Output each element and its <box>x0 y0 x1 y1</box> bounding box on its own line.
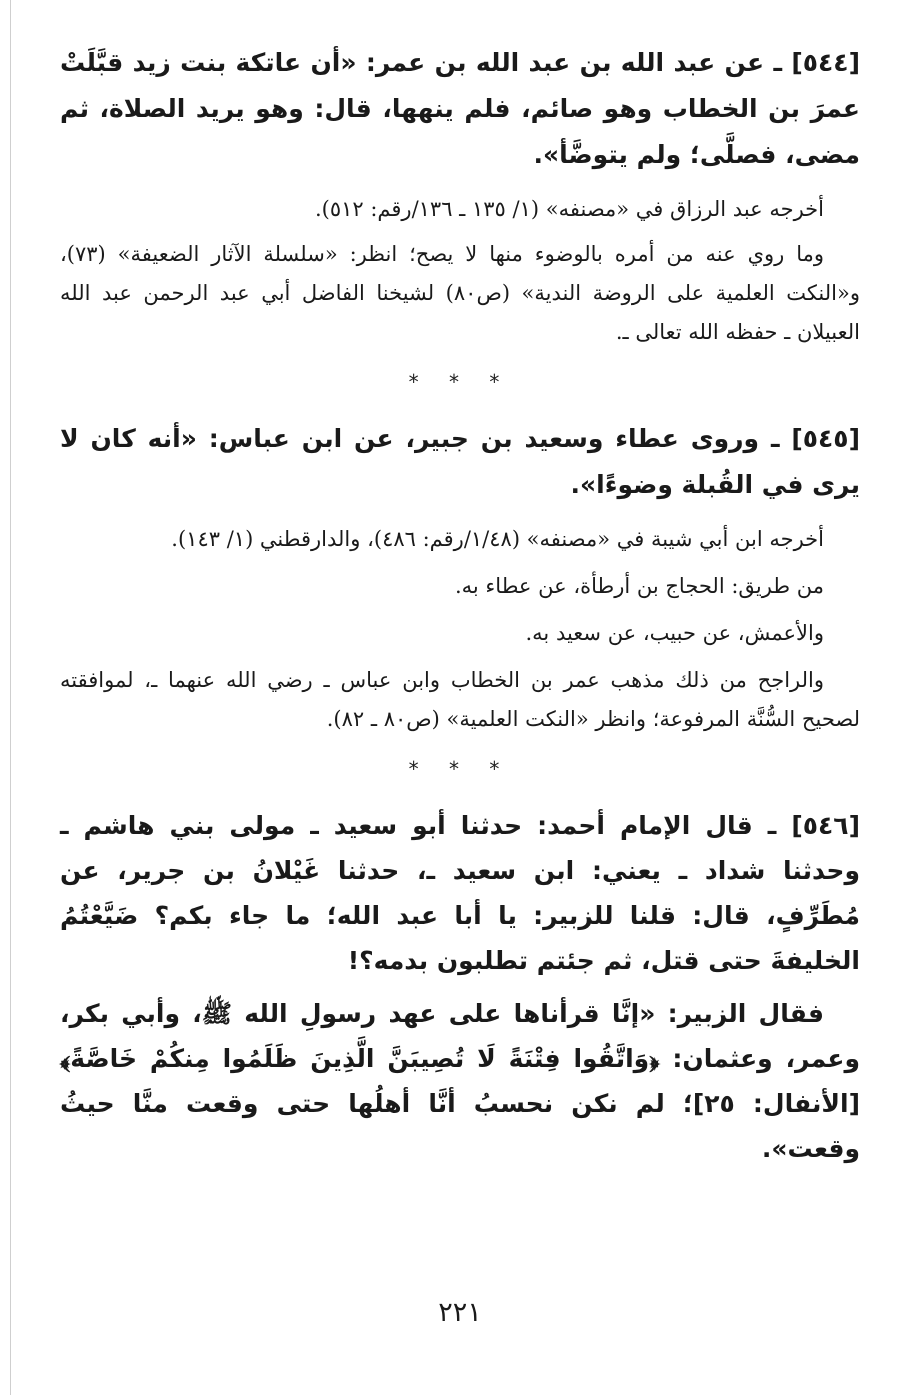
hadith-546: [٥٤٦] ـ قال الإمام أحمد: حدثنا أبو سعيد ـ مولى بني هاشم ـ وحدثنا شداد ـ يعني: ابن سعيد ـ، حدثنا غَيْلانُ بن جرير، عن مُطَرِّفٍ، قال: قلنا للزبير: يا أبا عبد الله؛ ما جاء بكم؟ ضَيَّعْتُمُ الخليفةَ حتى قتل، ثم جئتم تطلبون بدمه؟! <box>60 811 860 975</box>
hadith-545-route-2: والأعمش، عن حبيب، عن سعيد به. <box>525 621 824 645</box>
hadith-544: [٥٤٤] ـ عن عبد الله بن عبد الله بن عمر: «أن عاتكة بنت زيد قبَّلَتْ عمرَ بن الخطاب وهو صائم، فلم ينهها، قال: وهو يريد الصلاة، ثم مضى، فصلَّى؛ ولم يتوضَّأ». <box>60 48 860 169</box>
hadith-546-answer: فقال الزبير: «إنَّا قرأناها على عهد رسولِ الله ﷺ، وأبي بكر، وعمر، وعثمان: ﴿وَاتَّقُوا فِتْنَةً لَا تُصِيبَنَّ الَّذِينَ ظَلَمُوا مِنكُمْ خَاصَّةً﴾ [الأنفال: ٢٥]؛ لم نكن نحسبُ أنَّا أهلُها حتى وقعت منَّا حيثُ وقعت». <box>60 999 860 1163</box>
hadith-545: [٥٤٥] ـ وروى عطاء وسعيد بن جبير، عن ابن عباس: «أنه كان لا يرى في القُبلة وضوءًا». <box>60 424 860 499</box>
hadith-545-takhrij: أخرجه ابن أبي شيبة في «مصنفه» (١/٤٨/رقم: ٤٨٦)، والدارقطني (١/ ١٤٣). <box>171 527 824 551</box>
section-separator-1: * * * <box>408 370 512 394</box>
section-separator-2: * * * <box>408 757 512 781</box>
hadith-544-comment: وما روي عنه من أمره بالوضوء منها لا يصح؛ انظر: «سلسلة الآثار الضعيفة» (٧٣)، و«النكت العلمية على الروضة الندية» (ص٨٠) لشيخنا الفاضل أبي عبد الرحمن عبد الله العبيلان ـ حفظه الله تعالى ـ. <box>60 242 860 344</box>
hadith-545-route-1: من طريق: الحجاج بن أرطأة، عن عطاء به. <box>454 574 824 598</box>
page-number: ٢٢١ <box>438 1297 482 1328</box>
hadith-544-takhrij: أخرجه عبد الرزاق في «مصنفه» (١/ ١٣٥ ـ ١٣٦/رقم: ٥١٢). <box>314 197 824 221</box>
hadith-545-comment: والراجح من ذلك مذهب عمر بن الخطاب وابن عباس ـ رضي الله عنهما ـ، لموافقته لصحيح السُّنَّة المرفوعة؛ وانظر «النكت العلمية» (ص٨٠ ـ ٨٢). <box>60 668 860 731</box>
